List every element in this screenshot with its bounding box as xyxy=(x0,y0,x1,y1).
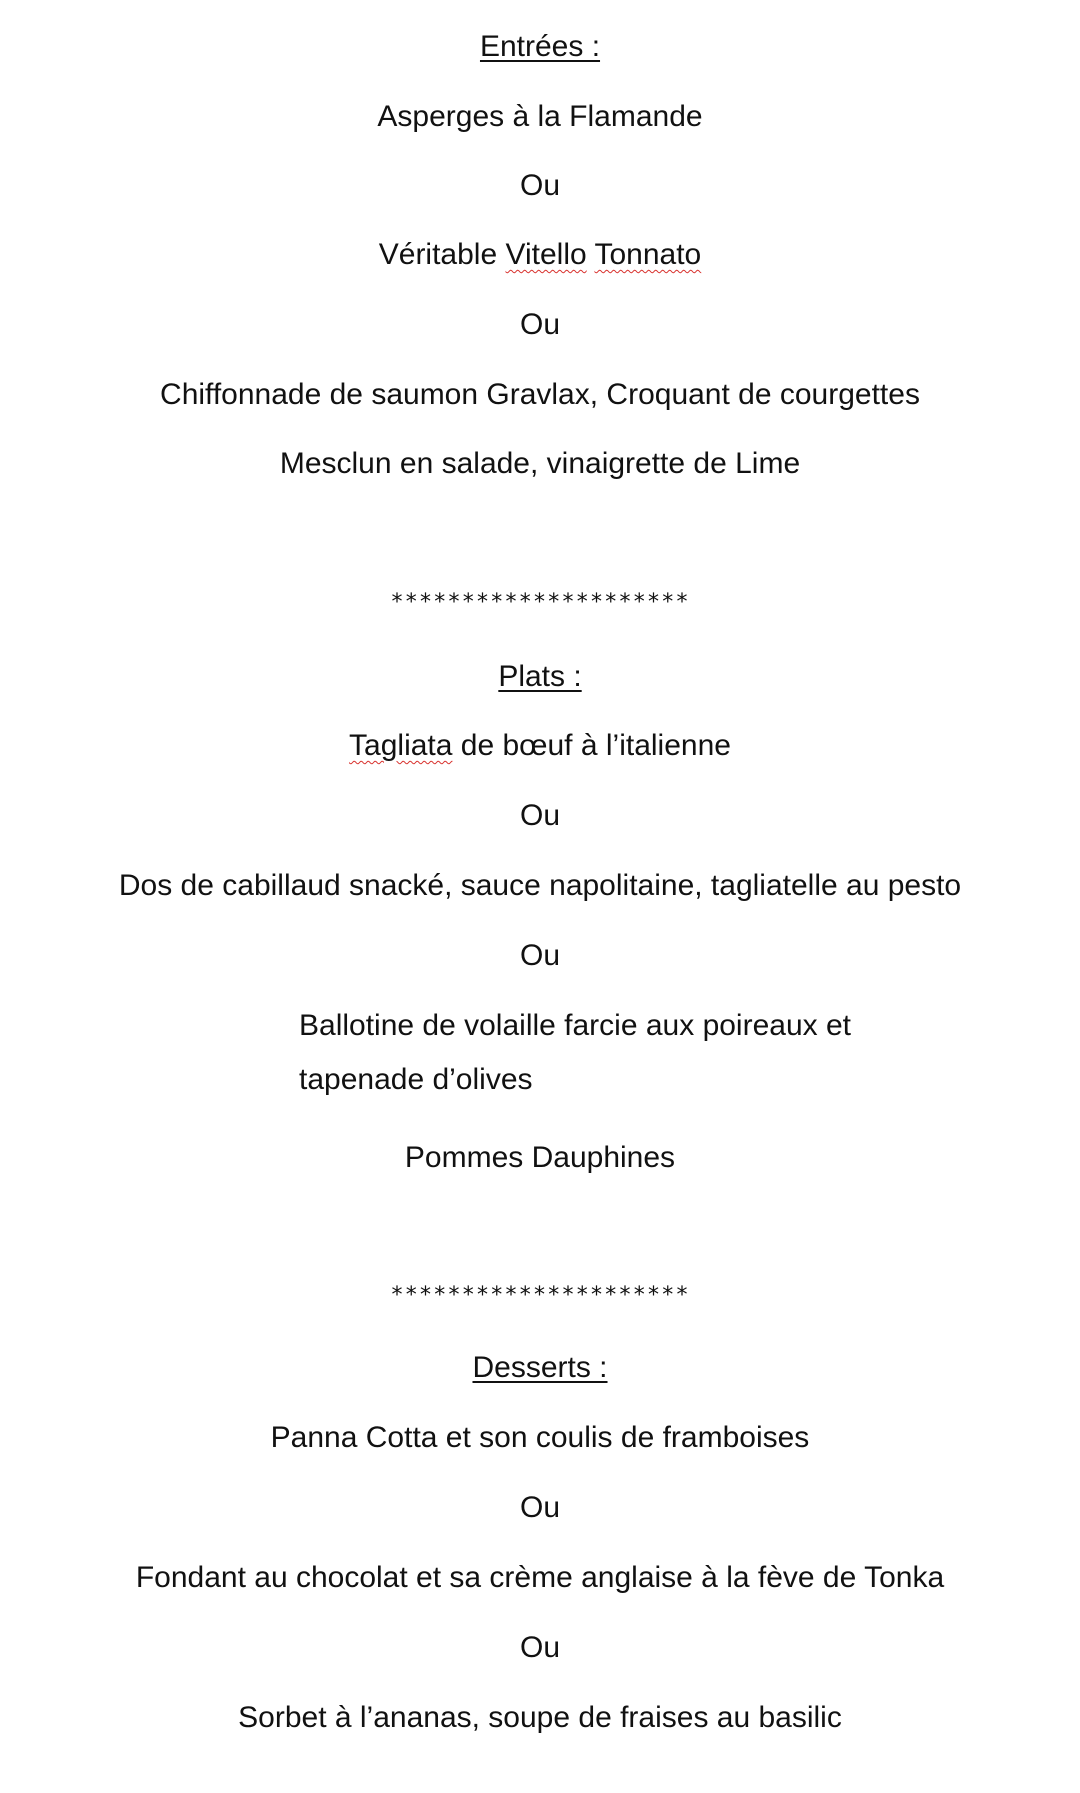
plat-cabillaud: Dos de cabillaud snacké, sauce napolitaine, tagliatelle au pesto xyxy=(118,869,962,902)
dessert-or-1: Ou xyxy=(519,1491,561,1524)
entree-tonnato-word: Tonnato xyxy=(594,238,702,271)
entree-or-2: Ou xyxy=(519,308,561,341)
desserts-heading: Desserts : xyxy=(472,1351,608,1384)
entree-chiffonnade: Chiffonnade de saumon Gravlax, Croquant de courgettes xyxy=(160,378,920,411)
plat-or-2: Ou xyxy=(519,939,561,972)
dessert-sorbet: Sorbet à l’ananas, soupe de fraises au basilic xyxy=(238,1701,842,1734)
plat-pommes-dauphines: Pommes Dauphines xyxy=(404,1141,676,1174)
dessert-panna-cotta: Panna Cotta et son coulis de framboises xyxy=(270,1421,810,1454)
plat-ballotine-line2: tapenade d’olives xyxy=(299,1063,533,1096)
plat-tagliata-word: Tagliata xyxy=(349,729,453,762)
entree-mesclun: Mesclun en salade, vinaigrette de Lime xyxy=(279,447,801,480)
separator-1: ********************* xyxy=(390,590,690,615)
separator-2: ********************* xyxy=(390,1283,690,1308)
dessert-fondant: Fondant au chocolat et sa crème anglaise à la fève de Tonka xyxy=(135,1561,945,1594)
plats-heading: Plats : xyxy=(498,660,582,693)
entree-vitello xyxy=(0,237,1080,273)
plat-tagliata-rest: de bœuf à l’italienne xyxy=(452,729,731,762)
entrees-heading: Entrées : xyxy=(479,30,601,63)
plat-ballotine-line1: Ballotine de volaille farcie aux poireaux et xyxy=(299,1009,851,1042)
plat-or-1: Ou xyxy=(519,799,561,832)
entree-vitello-word: Vitello xyxy=(505,238,587,271)
entree-or-1: Ou xyxy=(519,169,561,202)
entree-vitello-prefix: Véritable xyxy=(378,238,506,271)
dessert-or-2: Ou xyxy=(519,1631,561,1664)
entree-asperges: Asperges à la Flamande xyxy=(377,100,703,133)
plat-tagliata xyxy=(0,728,1080,764)
